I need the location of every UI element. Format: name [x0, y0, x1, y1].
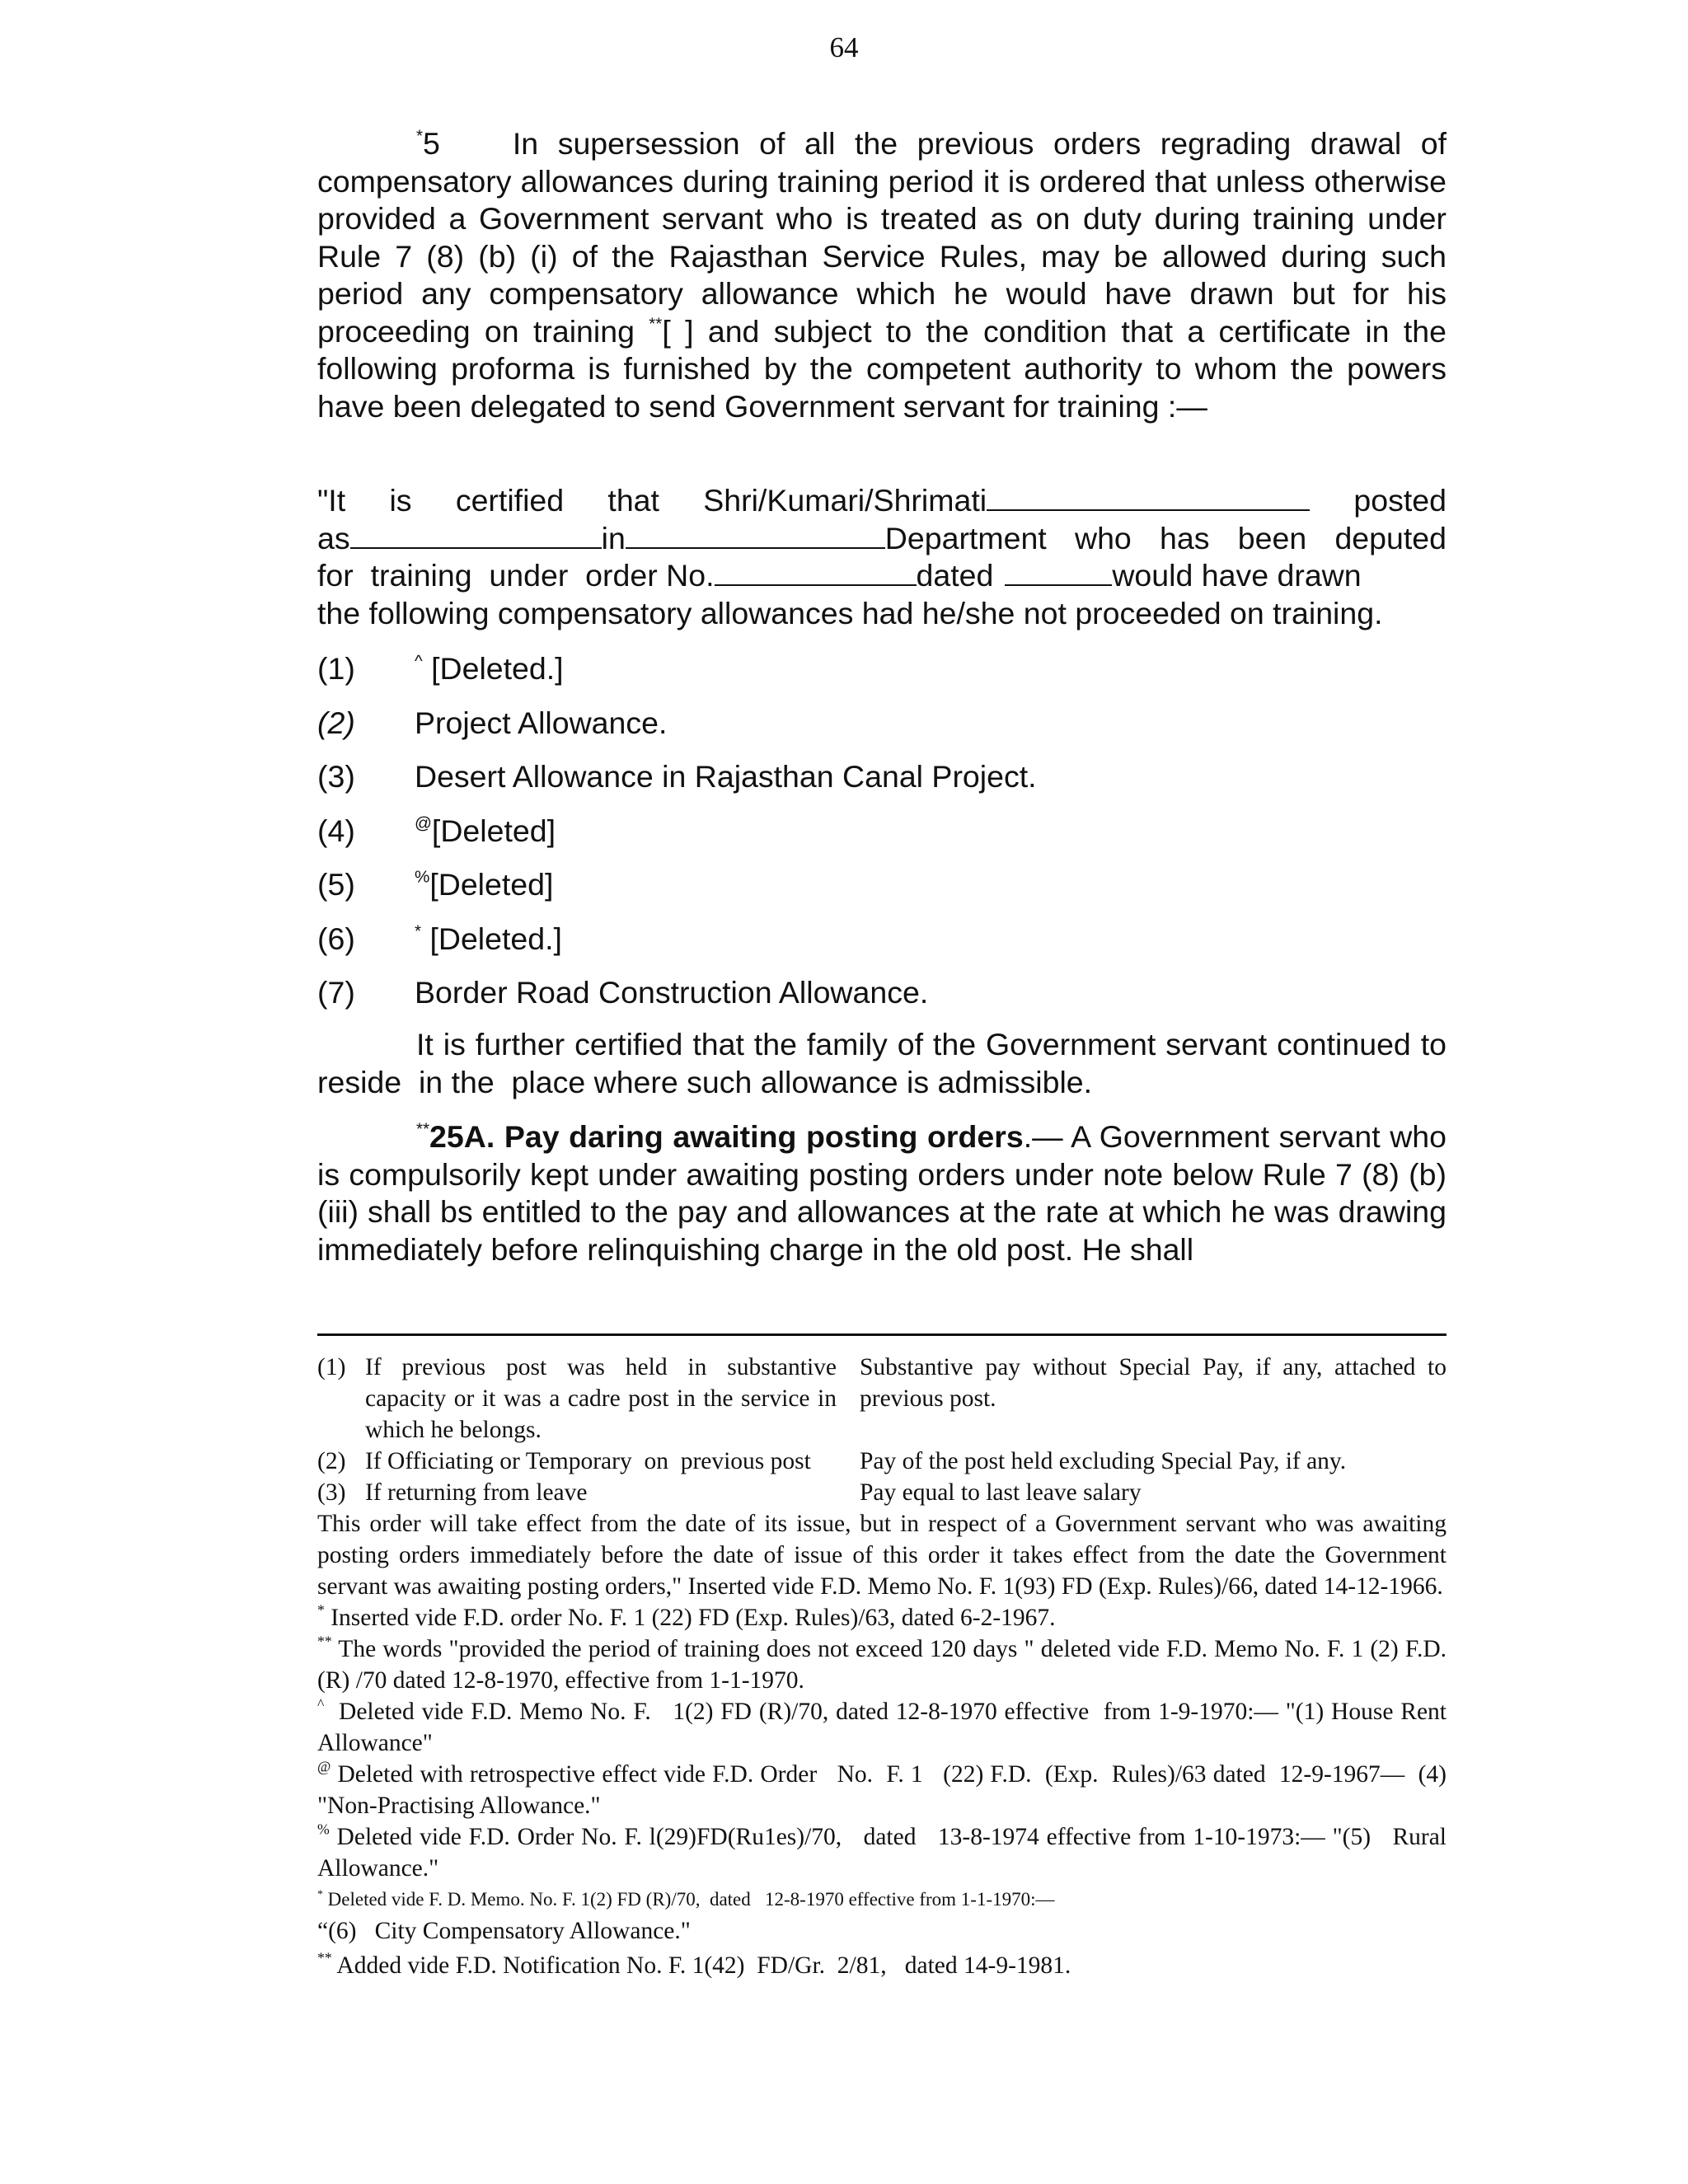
- footnote: [317, 1633, 1447, 1696]
- table-row-number: (3): [317, 1479, 346, 1506]
- footnotes: [317, 1352, 1465, 1981]
- cert-word: that: [607, 483, 659, 518]
- table-row-number: (1): [317, 1354, 346, 1380]
- footnote-text: Inserted vide F.D. order No. F. 1 (22) FD (Exp. Rules)/63, dated 6-2-1967.: [324, 1605, 1056, 1631]
- pay-table: [317, 1352, 1447, 1508]
- table-pay: Substantive pay without Special Pay, if any, attached to previous post.: [860, 1354, 1447, 1412]
- list-item: [317, 975, 1447, 1029]
- table-condition: If returning from leave: [365, 1479, 588, 1506]
- cert-words: for training under order No.: [317, 558, 715, 593]
- item-number: (3): [317, 759, 355, 794]
- certificate-line-2: [317, 520, 1447, 558]
- item-text: [Deleted]: [429, 867, 554, 902]
- item-number: (5): [317, 867, 355, 902]
- rule-25a-heading: 25A. Pay daring awaiting posting orders: [429, 1119, 1024, 1154]
- footnote: [317, 1821, 1451, 1884]
- footnote-text: Deleted vide F.D. Order No. F. l(29)FD(Ru1es)/70, dated 13-8-1974 effective from 1-10-1973:— "(5) Rural Allowance.": [317, 1824, 1451, 1882]
- cert-word: as: [317, 520, 350, 555]
- double-asterisk-mark: **: [649, 314, 663, 334]
- percent-mark: %: [317, 1821, 330, 1838]
- certificate-proforma: [317, 482, 1447, 632]
- item-number: (7): [317, 975, 355, 1010]
- list-item: [317, 651, 1447, 705]
- item-text: Project Allowance.: [415, 705, 668, 740]
- footnote-text: Added vide F.D. Notification No. F. 1(42) FD/Gr. 2/81, dated 14-9-1981.: [331, 1952, 1071, 1979]
- cert-word: "It: [317, 483, 346, 518]
- footnote: [317, 1695, 1451, 1759]
- cert-word: Shri/Kumari/Shrimati: [703, 483, 987, 518]
- certificate-line-3: [317, 557, 1447, 595]
- double-asterisk-mark: **: [416, 1119, 430, 1139]
- cert-words: Department who has been deputed: [884, 520, 1447, 555]
- paragraph-5: [317, 125, 1447, 425]
- cert-words: would have drawn: [1112, 558, 1362, 593]
- order-effect-note: This order will take effect from the date of its issue, but in respect of a Government servant who was awaiting posting orders immediately before the date of issue of this order it takes effect from the date the Government servant was awaiting posting orders," Inserted vide F.D. Memo No. F. 1(93) FD (Exp. Rules)/66, dated 14-12-1966.: [317, 1511, 1447, 1600]
- cert-word: in: [601, 520, 626, 555]
- para-text-a: In supersession of all the previous orders regrading drawal of compensatory allowances during training period it is ordered that unless otherwise provided a Government servant who is treated as on duty during training under Rule 7 (8) (b) (i) of the Rajasthan Service Rules, may be allowed during such period any compensatory allowance which he would have drawn but for his proceeding on training: [317, 126, 1447, 349]
- percent-mark: %: [415, 867, 430, 887]
- order-no-blank: [715, 558, 917, 586]
- item-text: [Deleted.]: [421, 921, 562, 956]
- item-number: (4): [317, 813, 355, 848]
- cert-word: is: [389, 483, 412, 518]
- list-item: [317, 813, 1447, 868]
- cert-word: dated: [916, 558, 994, 593]
- list-item: [317, 705, 1447, 760]
- designation-blank: [350, 521, 602, 549]
- item-text: Border Road Construction Allowance.: [415, 975, 929, 1010]
- further-certified-paragraph: It is further certified that the family of the Government servant continued to reside in the place where such allowance is admissible.: [317, 1027, 1456, 1099]
- footnote-divider: [317, 1333, 1447, 1336]
- item-text: [Deleted]: [431, 813, 556, 848]
- table-row-number: (2): [317, 1448, 346, 1474]
- certificate-line-4: the following compensatory allowances had he/she not proceeded on training.: [317, 595, 1383, 630]
- asterisk-mark: *: [317, 1887, 323, 1900]
- rule-25a-paragraph: [317, 1118, 1447, 1268]
- asterisk-mark: *: [416, 126, 424, 146]
- at-mark: @: [415, 813, 432, 833]
- table-condition: If previous post was held in substantive capacity or it was a cadre post in the service in which he belongs.: [365, 1354, 837, 1443]
- double-asterisk-mark: **: [317, 1949, 332, 1966]
- table-condition: If Officiating or Temporary on previous post: [365, 1448, 811, 1474]
- footnote: [317, 1758, 1465, 1821]
- allowance-list: [317, 651, 1447, 1029]
- list-item: [317, 921, 1447, 976]
- item-number: (1): [317, 651, 355, 686]
- at-mark: @: [317, 1758, 331, 1775]
- para-number: 5: [423, 126, 440, 161]
- name-blank: [987, 483, 1310, 511]
- rule-25a-text: .— A Government servant who is compulsorily kept under awaiting posting orders under note below Rule 7 (8) (b) (iii) shall bs entitled to the pay and allowances at the rate at which he was drawing immediately before relinquishing charge in the old post. He shall: [317, 1119, 1447, 1267]
- asterisk-mark: *: [317, 1601, 325, 1619]
- footnote-text: Deleted vide F.D. Memo No. F. 1(2) FD (R)/70, dated 12-8-1970 effective from 1-9-1970:— "(1) House Rent Allowance": [317, 1699, 1451, 1756]
- list-item: [317, 759, 1447, 813]
- footnote: [317, 1884, 1447, 1915]
- item-text: [Deleted.]: [422, 651, 564, 686]
- cert-word: posted: [1353, 483, 1447, 518]
- footnote-text: Deleted with retrospective effect vide F.D. Order No. F. 1 (22) F.D. (Exp. Rules)/63 dated 12-9-1967— (4) "Non-Practising Allowance.": [317, 1761, 1465, 1819]
- asterisk-mark: *: [415, 921, 422, 941]
- caret-mark: ^: [317, 1695, 325, 1713]
- footnote-text: The words "provided the period of training does not exceed 120 days " deleted vide F.D. Memo No. F. 1 (2) F.D. (R) /70 dated 12-8-1970, effective from 1-1-1970.: [317, 1636, 1447, 1694]
- page-number: 64: [829, 31, 859, 63]
- list-item: [317, 867, 1447, 921]
- footnote-continuation: “(6) City Compensatory Allowance.": [317, 1918, 691, 1944]
- department-blank: [626, 521, 885, 549]
- footnote: [317, 1602, 1447, 1633]
- table-pay: Pay of the post held excluding Special Pay, if any.: [860, 1448, 1347, 1474]
- item-text: Desert Allowance in Rajasthan Canal Project.: [415, 759, 1037, 794]
- footnote: [317, 1950, 1447, 1981]
- certificate-line-1: [317, 482, 1447, 520]
- footnote-text: Deleted vide F. D. Memo. No. F. 1(2) FD (R)/70, dated 12-8-1970 effective from 1-1-1970:—: [322, 1889, 1055, 1910]
- double-asterisk-mark: **: [317, 1633, 332, 1650]
- cert-word: certified: [455, 483, 565, 518]
- item-number: (6): [317, 921, 355, 956]
- date-blank: [1005, 558, 1112, 586]
- caret-mark: ^: [415, 651, 423, 671]
- para-text-b: [ ] and subject to the condition that a certificate in the following proforma is furnished by the competent authority to whom the powers have been delegated to send Government servant for training :—: [317, 313, 1447, 424]
- item-number: (2): [317, 705, 355, 740]
- table-pay: Pay equal to last leave salary: [860, 1479, 1142, 1506]
